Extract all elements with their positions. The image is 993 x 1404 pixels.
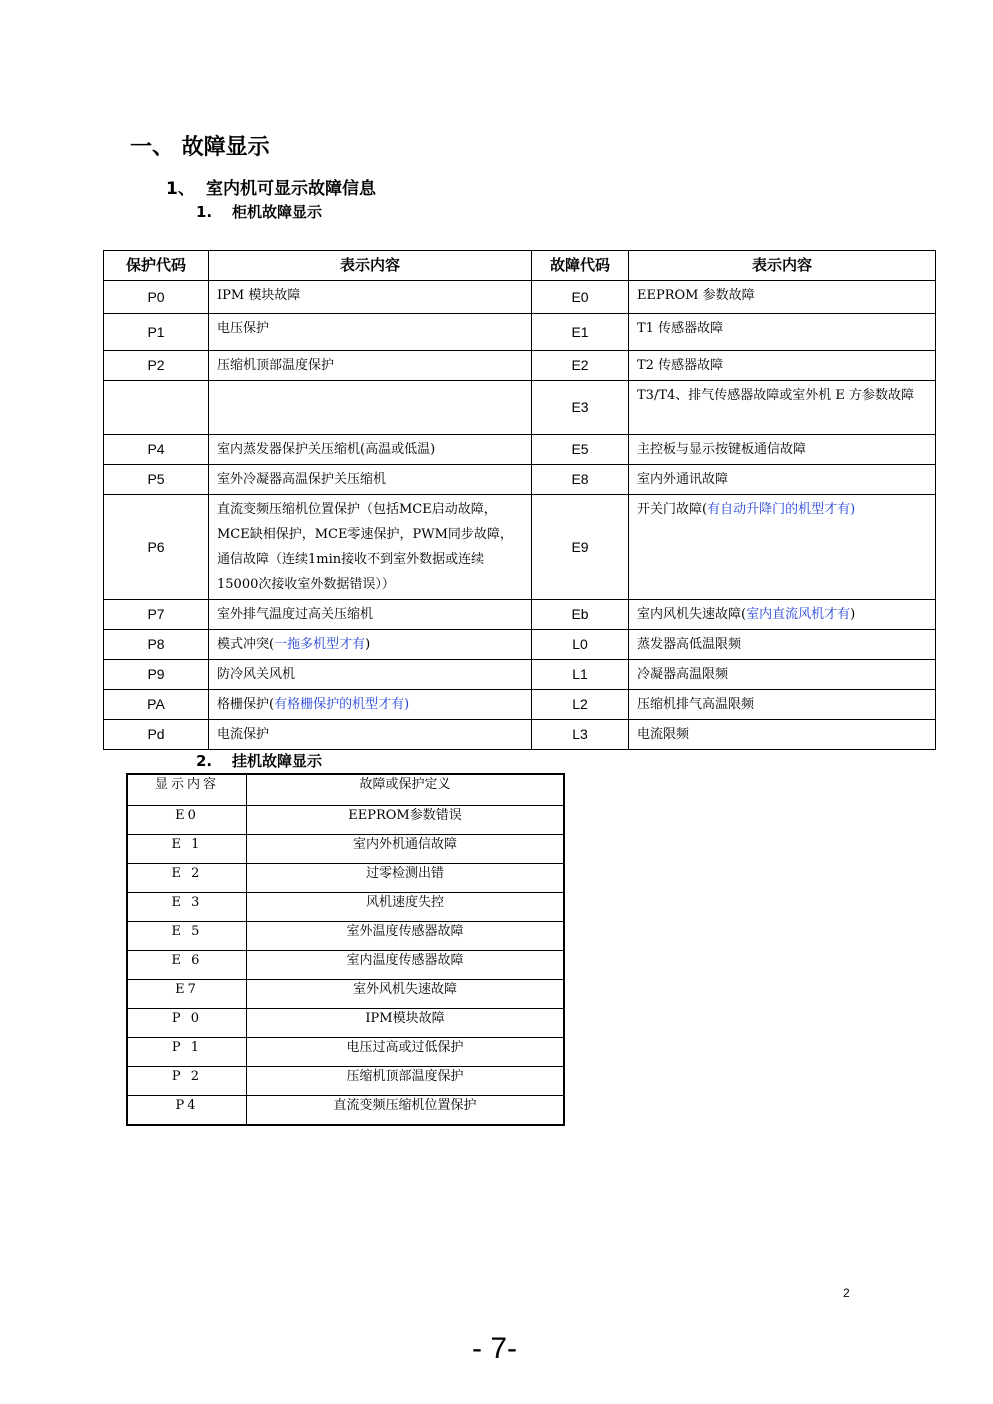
table-row xyxy=(104,690,936,720)
fault-definition: 压缩机顶部温度保护 xyxy=(247,1067,565,1096)
fault-definition: 室外风机失速故障 xyxy=(247,980,565,1009)
protect-desc: 室外冷凝器高温保护关压缩机 xyxy=(209,465,532,495)
table-row xyxy=(104,720,936,750)
protect-desc: 室内蒸发器保护关压缩机(高温或低温) xyxy=(209,435,532,465)
table-row xyxy=(104,435,936,465)
heading-cabinet-fault xyxy=(196,201,322,222)
table-row xyxy=(104,630,936,660)
fault-desc: T1 传感器故障 xyxy=(629,314,936,351)
protect-desc: 直流变频压缩机位置保护（包括MCE启动故障，MCE缺相保护，MCE零速保护，PWM同步故障，通信故障（连续1min接收不到室外数据或连续15000次接收室外数据错误）） xyxy=(209,495,532,600)
table-row xyxy=(127,835,564,864)
fault-definition: 过零检测出错 xyxy=(247,864,565,893)
fault-code: E2 xyxy=(532,351,629,381)
header-protect-code: 保护代码 xyxy=(104,251,209,281)
table-row xyxy=(127,1096,564,1126)
fault-definition: 室外温度传感器故障 xyxy=(247,922,565,951)
fault-code: L0 xyxy=(532,630,629,660)
page-number: 2 xyxy=(843,1286,850,1300)
protect-desc xyxy=(209,381,532,435)
fault-definition: 风机速度失控 xyxy=(247,893,565,922)
display-code: P4 xyxy=(127,1096,247,1126)
table-row xyxy=(127,864,564,893)
protect-code: P1 xyxy=(104,314,209,351)
fault-code: E3 xyxy=(532,381,629,435)
fault-code: E8 xyxy=(532,465,629,495)
protect-code: P9 xyxy=(104,660,209,690)
protect-desc-text: 格栅保护( xyxy=(217,697,275,712)
table-row xyxy=(104,600,936,630)
table-row xyxy=(127,893,564,922)
table-row xyxy=(127,1038,564,1067)
display-code: E0 xyxy=(127,806,247,835)
cabinet-fault-table xyxy=(103,250,936,750)
protect-desc xyxy=(209,690,532,720)
header-fault-code: 故障代码 xyxy=(532,251,629,281)
protect-code: P4 xyxy=(104,435,209,465)
wall-fault-table xyxy=(126,773,565,1126)
table-row xyxy=(104,281,936,314)
fault-desc-note: 有自动升降门的机型才有 xyxy=(707,502,851,517)
header-fault-definition: 故障或保护定义 xyxy=(247,774,565,806)
protect-desc: 电流保护 xyxy=(209,720,532,750)
section1-number: 1. xyxy=(196,203,213,221)
table-row xyxy=(127,1009,564,1038)
table-row xyxy=(127,980,564,1009)
fault-code: E9 xyxy=(532,495,629,600)
fault-code: E5 xyxy=(532,435,629,465)
protect-code: P7 xyxy=(104,600,209,630)
protect-code: P8 xyxy=(104,630,209,660)
header-content: 表示内容 xyxy=(209,251,532,281)
fault-definition: IPM模块故障 xyxy=(247,1009,565,1038)
section1-title: 柜机故障显示 xyxy=(232,203,323,221)
protect-code: Pd xyxy=(104,720,209,750)
fault-desc: T2 传感器故障 xyxy=(629,351,936,381)
display-code: E 6 xyxy=(127,951,247,980)
fault-desc: 室内外通讯故障 xyxy=(629,465,936,495)
table-row xyxy=(127,806,564,835)
fault-desc xyxy=(629,600,936,630)
display-code: E 1 xyxy=(127,835,247,864)
table-header-row xyxy=(127,774,564,806)
section2-number: 2. xyxy=(196,752,213,770)
heading2-text: 室内机可显示故障信息 xyxy=(206,179,376,199)
fault-desc xyxy=(629,495,936,600)
protect-code: PA xyxy=(104,690,209,720)
heading2-number: 1、 xyxy=(166,179,195,199)
table-row xyxy=(104,465,936,495)
display-code: E 3 xyxy=(127,893,247,922)
display-code: E 5 xyxy=(127,922,247,951)
fault-desc: 主控板与显示按键板通信故障 xyxy=(629,435,936,465)
fault-code: L2 xyxy=(532,690,629,720)
table-row xyxy=(127,922,564,951)
protect-desc-close: ) xyxy=(365,637,371,652)
table-row xyxy=(104,381,936,435)
fault-code: E0 xyxy=(532,281,629,314)
protect-desc: 防冷风关风机 xyxy=(209,660,532,690)
fault-code: L1 xyxy=(532,660,629,690)
protect-desc xyxy=(209,630,532,660)
fault-definition: 直流变频压缩机位置保护 xyxy=(247,1096,565,1126)
protect-desc-text: 模式冲突( xyxy=(217,637,275,652)
protect-code: P6 xyxy=(104,495,209,600)
fault-desc-text: 室内风机失速故障( xyxy=(637,607,747,622)
fault-definition: 室内温度传感器故障 xyxy=(247,951,565,980)
fault-desc: 压缩机排气高温限频 xyxy=(629,690,936,720)
display-code: P 0 xyxy=(127,1009,247,1038)
protect-desc: 压缩机顶部温度保护 xyxy=(209,351,532,381)
heading-indoor-fault-info xyxy=(166,174,376,199)
fault-desc: EEPROM 参数故障 xyxy=(629,281,936,314)
protect-desc-close: ) xyxy=(404,697,410,712)
table-row xyxy=(127,1067,564,1096)
protect-desc-note: 一拖多机型才有 xyxy=(274,637,366,652)
fault-desc: 冷凝器高温限频 xyxy=(629,660,936,690)
page-footer: - 7- xyxy=(472,1332,517,1365)
fault-desc-close: ) xyxy=(850,607,856,622)
fault-code: E1 xyxy=(532,314,629,351)
protect-desc-note: 有格栅保护的机型才有 xyxy=(274,697,405,712)
table-row xyxy=(104,314,936,351)
fault-desc-note: 室内直流风机才有 xyxy=(746,607,851,622)
table-row xyxy=(127,951,564,980)
fault-definition: EEPROM参数错误 xyxy=(247,806,565,835)
fault-desc-text: 开关门故障( xyxy=(637,502,708,517)
fault-code: Eb xyxy=(532,600,629,630)
protect-code: P5 xyxy=(104,465,209,495)
fault-desc: 蒸发器高低温限频 xyxy=(629,630,936,660)
header-display-content: 显示内容 xyxy=(127,774,247,806)
protect-desc: IPM 模块故障 xyxy=(209,281,532,314)
heading-fault-display: 一、 故障显示 xyxy=(130,135,270,160)
table-row xyxy=(104,495,936,600)
section2-title: 挂机故障显示 xyxy=(232,752,323,770)
heading-wall-fault xyxy=(196,750,322,771)
fault-desc-close: ) xyxy=(850,502,856,517)
protect-code: P2 xyxy=(104,351,209,381)
display-code: E 2 xyxy=(127,864,247,893)
fault-code: L3 xyxy=(532,720,629,750)
protect-code xyxy=(104,381,209,435)
protect-desc: 室外排气温度过高关压缩机 xyxy=(209,600,532,630)
fault-definition: 室内外机通信故障 xyxy=(247,835,565,864)
display-code: E7 xyxy=(127,980,247,1009)
fault-desc: T3/T4、排气传感器故障或室外机 E 方参数故障 xyxy=(629,381,936,435)
header-content-2: 表示内容 xyxy=(629,251,936,281)
display-code: P 2 xyxy=(127,1067,247,1096)
protect-desc: 电压保护 xyxy=(209,314,532,351)
protect-code: P0 xyxy=(104,281,209,314)
table-row xyxy=(104,351,936,381)
fault-desc: 电流限频 xyxy=(629,720,936,750)
fault-definition: 电压过高或过低保护 xyxy=(247,1038,565,1067)
display-code: P 1 xyxy=(127,1038,247,1067)
table-row xyxy=(104,660,936,690)
table-header-row xyxy=(104,251,936,281)
